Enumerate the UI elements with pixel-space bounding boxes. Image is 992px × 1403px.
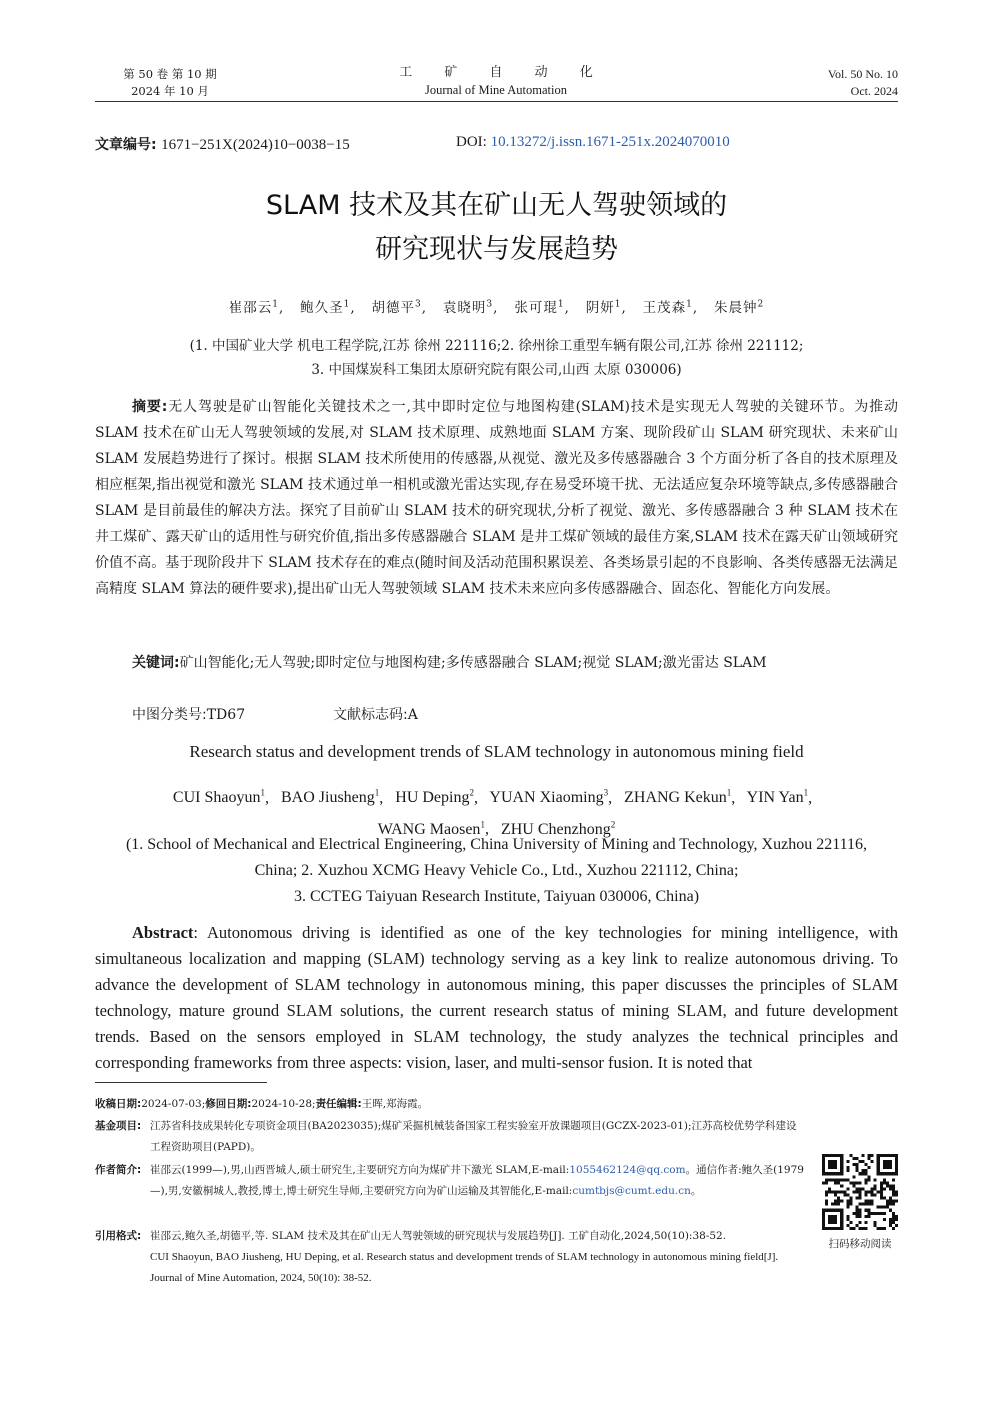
header-journal [346, 64, 646, 99]
footnote-dates [95, 1094, 805, 1115]
paper-title-cn [95, 184, 898, 272]
author-affiliation-mark: 3 [603, 788, 609, 798]
abstract-en [95, 920, 898, 1076]
doi-link[interactable]: 10.13272/j.issn.1671-251x.2024070010 [490, 134, 730, 150]
citation-label: 引用格式: [95, 1230, 142, 1242]
fund-label: 基金项目: [95, 1120, 142, 1132]
author-name: 鲍久圣$^1$ [300, 299, 351, 316]
author-name: ZHANG Kekun$^1$ [624, 788, 732, 807]
header-issue-cn [95, 66, 245, 100]
document-code-label: 文献标志码: [333, 707, 408, 723]
author-affiliation-mark: 3 [415, 299, 422, 310]
abstract-en-text: : Autonomous driving is identified as one of the key technologies for mining intelligence, with simultaneous localization and mapping (SLAM) technology serving as a key link to realize autonomous driving. To advance the development of SLAM technology in autonomous mining, this paper discusses the principles of SLAM technology, mature ground SLAM solutions, the current research status of mining SLAM, and future development trends. Based on the sensors employed in SLAM technology, the study analyzes the technical principles and corresponding frameworks from three aspects: vision, laser, and multi-sensor fusion. It is noted that [95, 923, 898, 1072]
author-name: ZHU Chenzhong$^2$ [500, 819, 616, 838]
author-bio-text: 崔邵云(1999—),男,山西晋城人,硕士研究生,主要研究方向为煤矿井下激光 SLAM,E-mail: [150, 1164, 570, 1176]
qr-code-icon[interactable] [822, 1154, 898, 1230]
abstract-cn [95, 394, 898, 602]
header-date-cn: 2024 年 10 月 [131, 84, 209, 98]
author-name: BAO Jiusheng$^1$ [280, 788, 380, 807]
affiliations-en [95, 832, 898, 910]
header-journal-en: Journal of Mine Automation [425, 83, 567, 97]
keywords-cn-text: 矿山智能化;无人驾驶;即时定位与地图构建;多传感器融合 SLAM;视觉 SLAM;激光雷达 SLAM [179, 655, 767, 671]
affiliation-en-line-1: (1. School of Mechanical and Electrical Engineering, China University of Mining and Technology, Xuzhou 221116, [125, 836, 868, 853]
author-name: HU Deping$^2$ [395, 788, 474, 807]
author-name: YIN Yan$^1$ [746, 788, 809, 807]
author-affiliation-mark: 1 [260, 788, 265, 798]
abstract-cn-text: 无人驾驶是矿山智能化关键技术之一,其中即时定位与地图构建(SLAM)技术是实现无人驾驶的关键环节。为推动 SLAM 技术在矿山无人驾驶领域的发展,对 SLAM 技术原理、成熟地面 SLAM 方案、现阶段矿山 SLAM 研究现状、未来矿山 SLAM 发展趋势进行了探讨。根据 SLAM 技术所使用的传感器,从视觉、激光及多传感器融合 3 个方面分析了各自的技术原理及相应框架,指出视觉和激光 SLAM 技术通过单一相机或激光雷达实现,存在易受环境干扰、无法适应复杂环境等缺点,多传感器融合 SLAM 是目前最佳的解决方法。探究了目前矿山 SLAM 技术的研究现状,分析了视觉、激光、多传感器融合 3 种 SLAM 技术在井工煤矿、露天矿山的适用性与研究价值,指出多传感器融合 SLAM 是井工煤矿领域的最佳方案,SLAM 技术在露天矿山领域研究价值不高。基于现阶段井下 SLAM 技术存在的难点(随时间及活动范围积累误差、各类场景引起的不良影响、各类传感器无法满足高精度 SLAM 算法的硬件要求),提出矿山无人驾驶领域 SLAM 技术未来应向多传感器融合、固态化、智能化方向发展。 [95, 399, 898, 597]
affiliation-cn-line-1: (1. 中国矿业大学 机电工程学院,江苏 徐州 221116;2. 徐州徐工重型车辆有限公司,江苏 徐州 221112; [189, 338, 804, 354]
author-affiliation-mark: 2 [469, 788, 474, 798]
affiliations-cn [95, 334, 898, 382]
author-affiliation-mark: 2 [610, 819, 616, 830]
author-list-cn: 崔邵云$^1$, 鲍久圣$^1$, 胡德平$^3$, 袁晓明$^3$, 张可琨$^1$, 阴妍$^1$, 王茂森$^1$, 朱晨钟$^2$ [228, 299, 765, 316]
author-affiliation-mark: 1 [557, 299, 565, 310]
editor-label: 责任编辑: [315, 1098, 362, 1110]
author-email-link[interactable]: 1055462124@qq.com [569, 1164, 686, 1176]
paper-title-en: Research status and development trends of SLAM technology in autonomous mining field [189, 742, 804, 761]
footnote-divider [95, 1082, 267, 1083]
author-name: WANG Maosen$^1$ [377, 819, 485, 838]
author-name: 阴妍$^1$ [585, 299, 622, 316]
author-bio-end: 。 [690, 1185, 702, 1197]
author-name: 袁晓明$^3$ [442, 299, 494, 316]
footnote-author-bio [95, 1160, 805, 1202]
author-affiliation-mark: 3 [486, 299, 494, 310]
header-divider [95, 101, 898, 102]
affiliation-en-line-2: China; 2. Xuzhou XCMG Heavy Vehicle Co., Ltd., Xuzhou 221112, China; [254, 862, 739, 879]
header-date-en: Oct. 2024 [850, 84, 898, 98]
doi-label: DOI: [456, 134, 487, 150]
author-name: CUI Shaoyun$^1$ [172, 788, 265, 807]
doi [456, 134, 730, 151]
author-list-en: CUI Shaoyun$^1$, BAO Jiusheng$^1$, HU Deping$^2$, YUAN Xiaoming$^3$, ZHANG Kekun$^1$, YIN Yan$^1$, WANG Maosen$^1$, ZHU Chenzhong$^2$ [172, 788, 821, 838]
article-number-label: 文章编号: [95, 137, 157, 153]
keywords-cn-label: 关键词: [132, 655, 180, 671]
title-line-1: SLAM 技术及其在矿山无人驾驶领域的 [265, 190, 728, 221]
author-affiliation-mark: 1 [343, 299, 351, 310]
citation-en: CUI Shaoyun, BAO Jiusheng, HU Deping, et al. Research status and development trends of SLAM technology in autonomous mining field[J]. Journal of Mine Automation, 2024, 50(10): 38-52. [150, 1251, 779, 1284]
received-date: 2024-07-03; [141, 1098, 206, 1110]
clc-label: 中图分类号: [132, 707, 207, 723]
title-line-2: 研究现状与发展趋势 [375, 234, 618, 265]
header-volume-en: Vol. 50 No. 10 [827, 67, 898, 81]
article-number [95, 134, 350, 154]
revised-label: 修回日期: [205, 1098, 252, 1110]
author-name: 王茂森$^1$ [642, 299, 693, 316]
abstract-cn-label: 摘要: [132, 399, 168, 415]
revised-date: 2024-10-28; [251, 1098, 316, 1110]
author-name: 朱晨钟$^2$ [714, 299, 765, 316]
footnote-fund [95, 1116, 805, 1158]
fund-text: 江苏省科技成果转化专项资金项目(BA2023035);煤矿采掘机械装备国家工程实验室开放课题项目(GCZX-2023-01);江苏高校优势学科建设工程资助项目(PAPD)。 [150, 1120, 797, 1153]
footnote-citation [95, 1226, 805, 1289]
affiliation-en-line-3: 3. CCTEG Taiyuan Research Institute, Taiyuan 030006, China) [293, 888, 700, 905]
author-name: 崔邵云$^1$ [228, 299, 279, 316]
editor-names: 王晖,郑海霞。 [361, 1098, 429, 1110]
author-bio-label: 作者简介: [95, 1164, 142, 1176]
author-affiliation-mark: 1 [614, 299, 622, 310]
qr-caption: 扫码移动阅读 [828, 1238, 892, 1250]
document-code-value: A [407, 707, 418, 723]
author-affiliation-mark: 1 [803, 788, 809, 798]
clc-value: TD67 [206, 707, 246, 723]
clc-number [132, 704, 245, 724]
author-affiliation-mark: 1 [686, 299, 693, 310]
affiliation-cn-line-2: 3. 中国煤炭科工集团太原研究院有限公司,山西 太原 030006) [311, 362, 682, 378]
author-name: YUAN Xiaoming$^3$ [489, 788, 609, 807]
received-label: 收稿日期: [95, 1098, 142, 1110]
abstract-en-label: Abstract [132, 923, 194, 942]
header-volume-cn: 第 50 卷 第 10 期 [123, 67, 217, 81]
corresponding-email-link[interactable]: cumtbjs@cumt.edu.cn [572, 1185, 691, 1197]
keywords-cn [95, 650, 898, 676]
author-affiliation-mark: 1 [726, 788, 732, 798]
author-name: 张可琨$^1$ [514, 299, 565, 316]
corresponding-author-text: 。通信作者:鲍久圣(1979—),男,安徽桐城人,教授,博士,博士研究生导师,主要研究方向为矿山运输及其智能化,E-mail: [150, 1164, 804, 1197]
document-code [333, 704, 418, 724]
header-issue-en [780, 66, 898, 100]
article-number-value: 1671−251X(2024)10−0038−15 [161, 137, 350, 153]
author-affiliation-mark: 2 [757, 299, 765, 310]
author-affiliation-mark: 1 [272, 299, 279, 310]
author-affiliation-mark: 1 [374, 788, 380, 798]
header-journal-cn: 工 矿 自 动 化 [399, 65, 607, 80]
author-affiliation-mark: 1 [480, 819, 485, 830]
citation-cn: 崔邵云,鲍久圣,胡德平,等. SLAM 技术及其在矿山无人驾驶领域的研究现状与发展趋势[J]. 工矿自动化,2024,50(10):38-52. [150, 1230, 727, 1242]
author-name: 胡德平$^3$ [371, 299, 422, 316]
